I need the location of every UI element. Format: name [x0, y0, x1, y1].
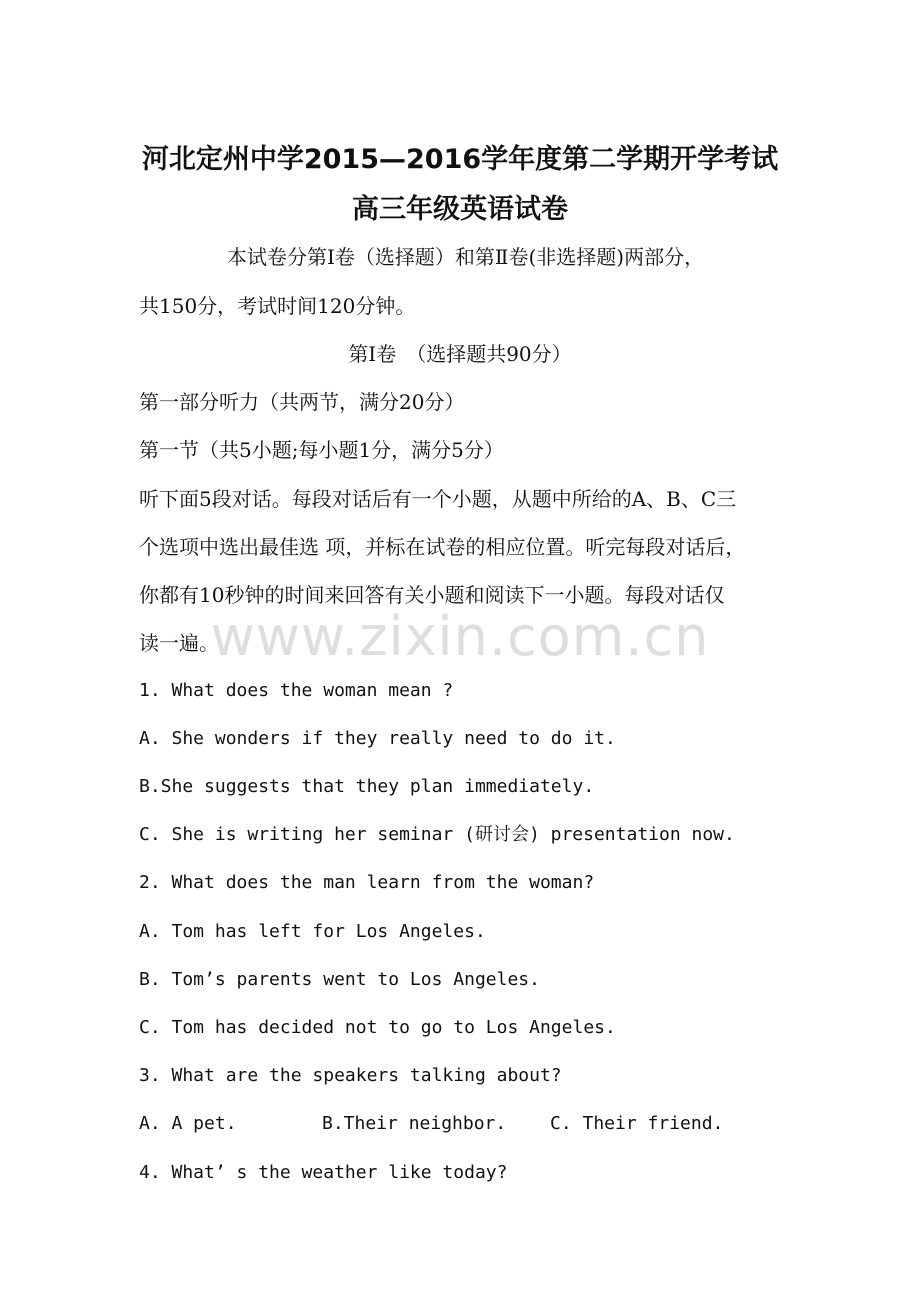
question-2-option-a: A. Tom has left for Los Angeles.: [139, 921, 486, 942]
question-2-option-c: C. Tom has decided not to go to Los Angeles.: [139, 1017, 616, 1038]
instructions-line-4: 读一遍。: [139, 631, 219, 655]
instructions-line-1: 听下面5段对话。每段对话后有一个小题，从题中所给的A、B、C三: [139, 487, 737, 511]
intro-line-1: 本试卷分第Ⅰ卷（选择题）和第Ⅱ卷(非选择题)两部分，: [227, 245, 705, 269]
exam-title: 河北定州中学2015—2016学年度第二学期开学考试: [141, 144, 779, 175]
question-1: 1. What does the woman mean ?: [139, 680, 454, 701]
question-4: 4. What’ s the weather like today?: [139, 1162, 508, 1183]
watermark: www.zixin.com.cn: [210, 605, 710, 668]
question-3-option-a: A. A pet.: [139, 1113, 237, 1134]
question-3-option-c: C. Their friend.: [550, 1113, 724, 1134]
part-heading: 第一部分听力（共两节，满分20分）: [139, 390, 465, 414]
section-heading: 第一节（共5小题;每小题1分，满分5分）: [139, 438, 504, 462]
question-1-option-b: B.She suggests that they plan immediately.: [139, 776, 595, 797]
exam-subtitle: 高三年级英语试卷: [352, 194, 568, 225]
instructions-line-3: 你都有10秒钟的时间来回答有关小题和阅读下一小题。每段对话仅: [139, 583, 725, 607]
volume-heading: 第Ⅰ卷 （选择题共90分）: [348, 342, 572, 366]
question-2: 2. What does the man learn from the woman?: [139, 872, 595, 893]
intro-line-2: 共150分，考试时间120分钟。: [139, 294, 416, 318]
instructions-line-2: 个选项中选出最佳选 项，并标在试卷的相应位置。听完每段对话后，: [139, 535, 746, 559]
question-3: 3. What are the speakers talking about?: [139, 1065, 562, 1086]
question-2-option-b: B. Tom’s parents went to Los Angeles.: [139, 969, 540, 990]
question-3-option-b: B.Their neighbor.: [322, 1113, 507, 1134]
question-1-option-a: A. She wonders if they really need to do it.: [139, 728, 616, 749]
question-1-option-c: C. She is writing her seminar (研讨会) presentation now.: [139, 824, 735, 845]
